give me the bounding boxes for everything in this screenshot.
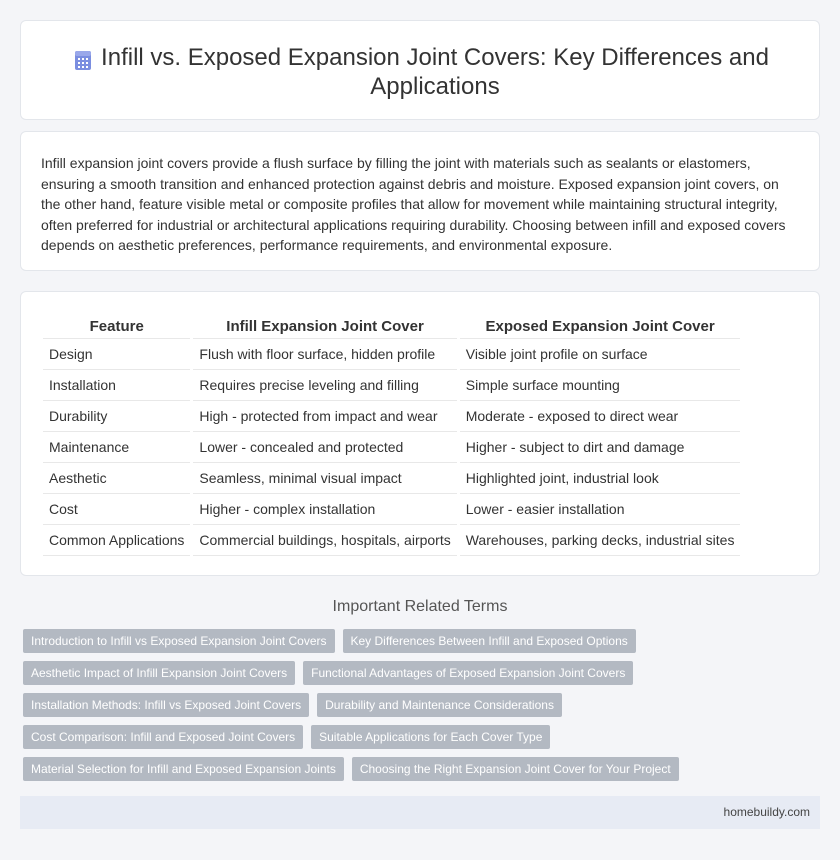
table-cell: Simple surface mounting — [458, 370, 740, 401]
site-name[interactable]: homebuildy.com — [723, 805, 810, 819]
table-header-row — [43, 316, 740, 339]
tag-row — [23, 757, 803, 781]
column-header: Infill Expansion Joint Cover — [192, 316, 458, 339]
related-term-link[interactable]: Choosing the Right Expansion Joint Cover for Your Project — [352, 757, 679, 781]
intro-card — [20, 131, 820, 271]
tag-row — [23, 725, 803, 749]
intro-paragraph: Infill expansion joint covers provide a flush surface by filling the joint with materials such as sealants or elastomers, ensuring a smooth transition and enhanced protection against debris and moisture. Exposed expansion joint covers, on the other hand, feature visible metal or composite profiles that allow for movement while maintaining structural integrity, often preferred for industrial or architectural applications requiring durability. Choosing between infill and exposed covers depends on aesthetic preferences, performance requirements, and environmental exposure. — [41, 155, 786, 253]
table-cell: Design — [43, 339, 192, 370]
page-title: Infill vs. Exposed Expansion Joint Covers: Key Differences and Applications — [101, 44, 769, 100]
related-term-link[interactable]: Installation Methods: Infill vs Exposed Joint Covers — [23, 693, 309, 717]
related-term-link[interactable]: Functional Advantages of Exposed Expansion Joint Covers — [303, 661, 633, 685]
related-terms-list — [23, 629, 803, 789]
table-cell: High - protected from impact and wear — [192, 401, 458, 432]
table-row — [43, 370, 740, 401]
table-cell: Flush with floor surface, hidden profile — [192, 339, 458, 370]
related-term-link[interactable]: Suitable Applications for Each Cover Type — [311, 725, 550, 749]
related-term-link[interactable]: Aesthetic Impact of Infill Expansion Joint Covers — [23, 661, 295, 685]
related-term-link[interactable]: Material Selection for Infill and Exposed Expansion Joints — [23, 757, 344, 781]
comparison-card — [20, 291, 820, 576]
table-cell: Lower - concealed and protected — [192, 432, 458, 463]
table-cell: Seamless, minimal visual impact — [192, 463, 458, 494]
related-term-link[interactable]: Key Differences Between Infill and Exposed Options — [343, 629, 636, 653]
table-row — [43, 401, 740, 432]
related-terms-heading: Important Related Terms — [332, 598, 508, 615]
tag-row — [23, 693, 803, 717]
related-term-link[interactable]: Durability and Maintenance Considerations — [317, 693, 562, 717]
table-cell: Maintenance — [43, 432, 192, 463]
related-term-link[interactable]: Introduction to Infill vs Exposed Expansion Joint Covers — [23, 629, 335, 653]
comparison-table — [43, 316, 740, 556]
table-cell: Lower - easier installation — [458, 494, 740, 525]
table-row — [43, 432, 740, 463]
table-cell: Warehouses, parking decks, industrial sites — [458, 525, 740, 556]
tag-row — [23, 661, 803, 685]
table-cell: Moderate - exposed to direct wear — [458, 401, 740, 432]
table-cell: Requires precise leveling and filling — [192, 370, 458, 401]
table-cell: Higher - complex installation — [192, 494, 458, 525]
table-row — [43, 339, 740, 370]
table-cell: Highlighted joint, industrial look — [458, 463, 740, 494]
table-cell: Visible joint profile on surface — [458, 339, 740, 370]
table-cell: Installation — [43, 370, 192, 401]
column-header: Exposed Expansion Joint Cover — [458, 316, 740, 339]
related-term-link[interactable]: Cost Comparison: Infill and Exposed Joint Covers — [23, 725, 303, 749]
title-card — [20, 20, 820, 120]
table-cell: Higher - subject to dirt and damage — [458, 432, 740, 463]
table-cell: Cost — [43, 494, 192, 525]
tag-row — [23, 629, 803, 653]
table-cell: Durability — [43, 401, 192, 432]
column-header: Feature — [43, 316, 192, 339]
table-row — [43, 525, 740, 556]
table-row — [43, 494, 740, 525]
table-cell: Commercial buildings, hospitals, airports — [192, 525, 458, 556]
table-row — [43, 463, 740, 494]
table-cell: Common Applications — [43, 525, 192, 556]
footer — [20, 796, 820, 829]
table-cell: Aesthetic — [43, 463, 192, 494]
